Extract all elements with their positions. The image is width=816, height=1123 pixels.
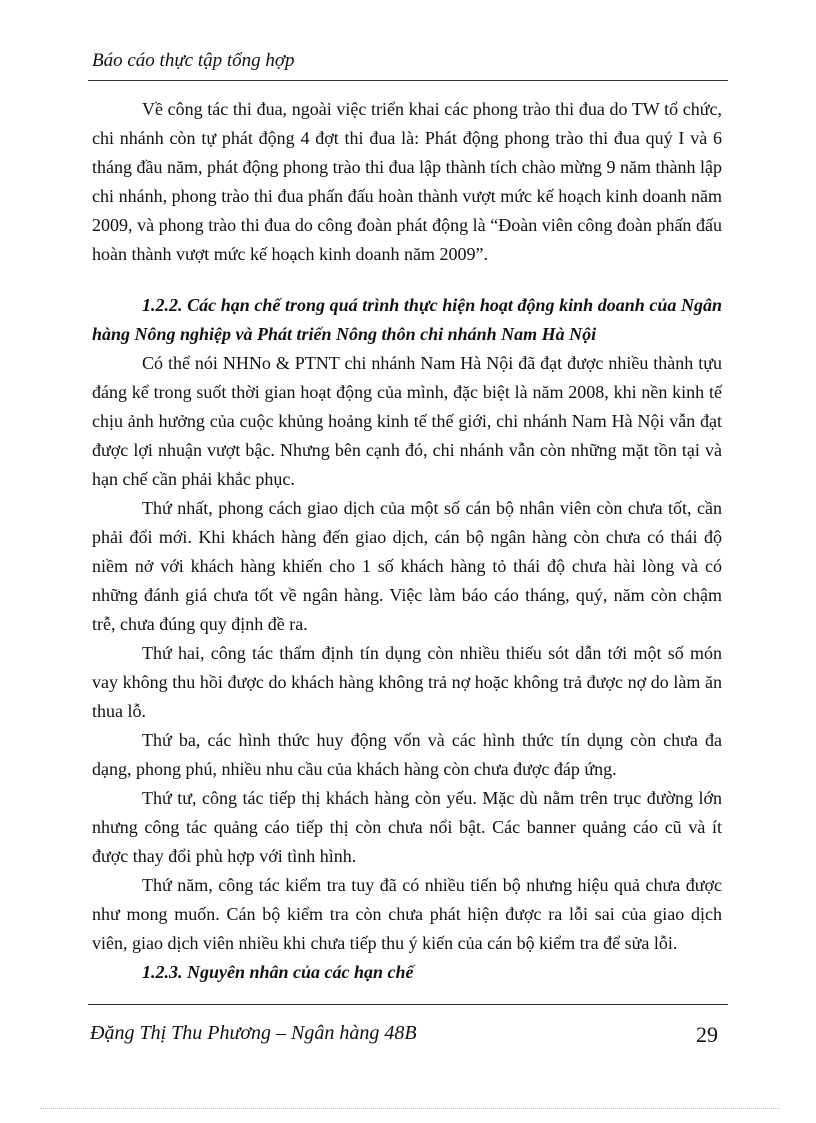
section-heading-1-2-2: 1.2.2. Các hạn chế trong quá trình thực hiện hoạt động kinh doanh của Ngân hàng Nông nghiệp và Phát triển Nông thôn chi nhánh Nam Hà Nội — [92, 295, 722, 344]
page-edge-dotted-line — [40, 1108, 780, 1109]
body-paragraph: Thứ ba, các hình thức huy động vốn và các hình thức tín dụng còn chưa đa dạng, phong phú, nhiều nhu cầu của khách hàng còn chưa được đáp ứng. — [92, 730, 722, 779]
intro-paragraph: Về công tác thi đua, ngoài việc triển khai các phong trào thi đua do TW tổ chức, chi nhánh còn tự phát động 4 đợt thi đua là: Phát động phong trào thi đua quý I và 6 tháng đầu năm, phát động phong trào thi đua lập thành tích chào mừng 9 năm thành lập chi nhánh, phong trào thi đua phấn đấu hoàn thành vượt mức kế hoạch kinh doanh năm 2009, và phong trào thi đua do công đoàn phát động là “Đoàn viên công đoàn phấn đấu hoàn thành vượt mức kế hoạch kinh doanh năm 2009”. — [92, 99, 722, 264]
body-paragraph: Thứ tư, công tác tiếp thị khách hàng còn yếu. Mặc dù nằm trên trục đường lớn nhưng công tác quảng cáo tiếp thị còn chưa nổi bật. Các banner quảng cáo cũ và ít được thay đổi phù hợp với tình hình. — [92, 788, 722, 866]
body-paragraph: Thứ nhất, phong cách giao dịch của một số cán bộ nhân viên còn chưa tốt, cần phải đổi mới. Khi khách hàng đến giao dịch, cán bộ ngân hàng còn chưa có thái độ niềm nở với khách hàng khiến cho 1 số khách hàng tỏ thái độ chưa hài lòng và có những đánh giá chưa tốt về ngân hàng. Việc làm báo cáo tháng, quý, năm còn chậm trễ, chưa đúng quy định đề ra. — [92, 498, 722, 634]
header-divider — [88, 80, 728, 81]
running-header: Báo cáo thực tập tổng hợp — [92, 50, 295, 71]
spacer — [92, 269, 722, 291]
footer-author: Đặng Thị Thu Phương – Ngân hàng 48B — [90, 1022, 417, 1044]
body-paragraph: Thứ năm, công tác kiểm tra tuy đã có nhiều tiến bộ nhưng hiệu quả chưa được như mong muốn. Cán bộ kiểm tra còn chưa phát hiện được ra lỗi sai của giao dịch viên, giao dịch viên nhiều khi chưa tiếp thu ý kiến của cán bộ kiểm tra để sửa lỗi. — [92, 875, 722, 953]
body-paragraph: Thứ hai, công tác thẩm định tín dụng còn nhiều thiếu sót dẫn tới một số món vay không thu hồi được do khách hàng không trả nợ hoặc không trả được nợ do làm ăn thua lỗ. — [92, 643, 722, 721]
page-body — [92, 95, 722, 987]
page-number: 29 — [696, 1022, 718, 1047]
footer-divider — [88, 1004, 728, 1005]
section-heading-1-2-3: 1.2.3. Nguyên nhân của các hạn chế — [142, 962, 414, 982]
body-paragraph: Có thể nói NHNo & PTNT chi nhánh Nam Hà Nội đã đạt được nhiều thành tựu đáng kể trong suốt thời gian hoạt động của mình, đặc biệt là năm 2008, khi nền kinh tế chịu ảnh hưởng của cuộc khủng hoảng kinh tế thế giới, chi nhánh Nam Hà Nội vẫn đạt được lợi nhuận vượt bậc. Nhưng bên cạnh đó, chi nhánh vẫn còn những mặt tồn tại và hạn chế cần phải khắc phục. — [92, 353, 722, 489]
